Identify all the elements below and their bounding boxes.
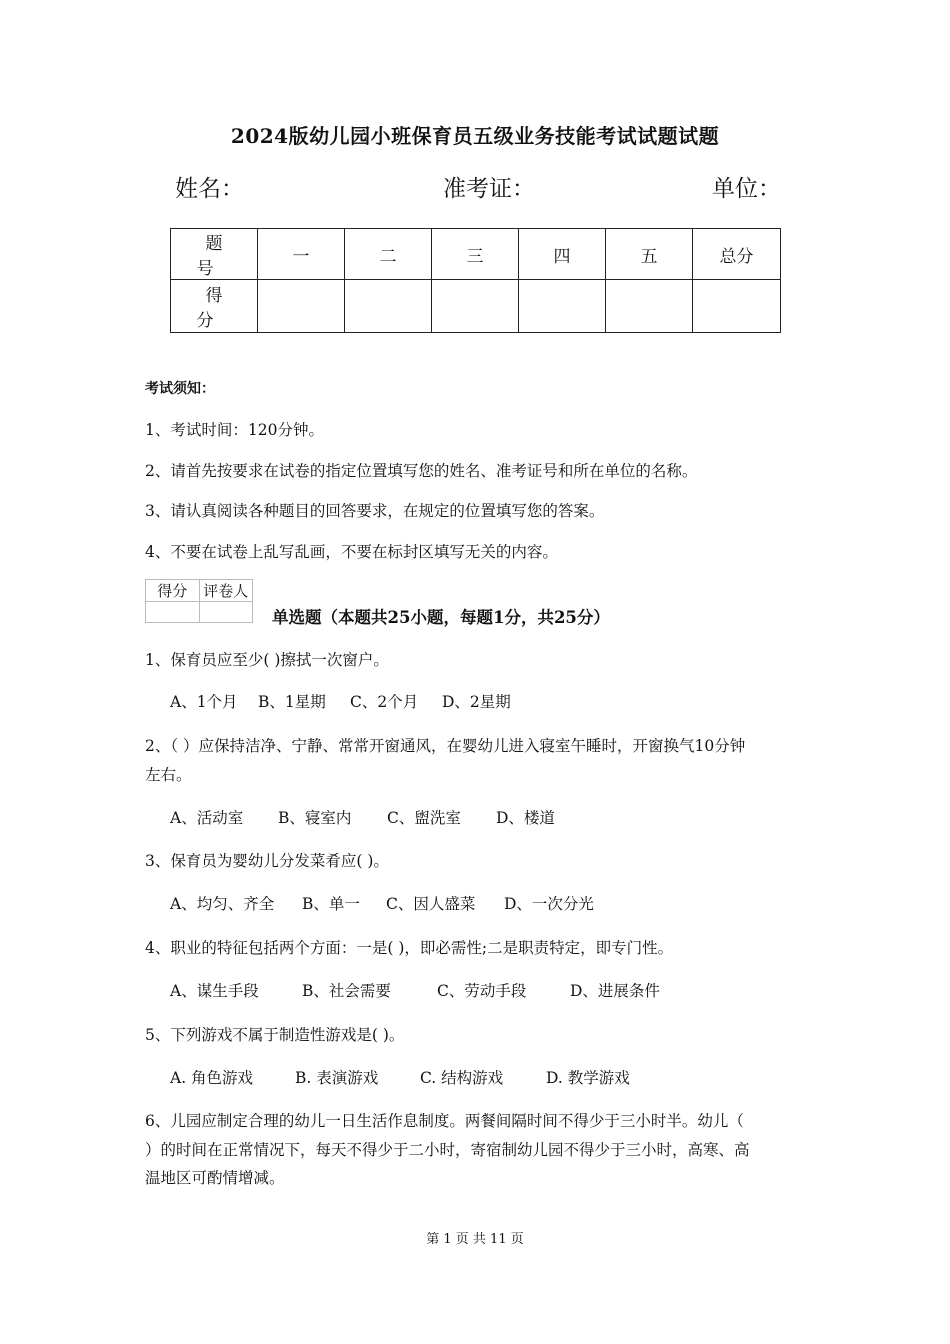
question-options [170,690,511,712]
score-table-cell: 四 [519,229,606,280]
option: D、2星期 [442,693,511,711]
grader-box [145,579,253,623]
grader-score-cell [146,602,200,623]
option: C. 结构游戏 [420,1069,504,1087]
score-table-cell: 总分 [693,229,781,280]
page-footer: 第 1 页 共 11 页 [426,1232,524,1247]
score-entry-cell [519,280,606,333]
question-text: 6、儿园应制定合理的幼儿一日生活作息制度。两餐间隔时间不得少于三小时半。幼儿（ [145,1112,744,1130]
exam-id-field-label: 准考证： [443,176,535,202]
unit-field-label: 单位： [712,176,781,202]
option: A、活动室 [170,809,244,827]
question-text: 4、职业的特征包括两个方面：一是( )，即必需性;二是职责特定，即专门性。 [145,939,674,957]
question-text: 3、保育员为婴幼儿分发菜肴应( )。 [145,852,389,870]
option: C、劳动手段 [437,982,527,1000]
score-table-cell: 二 [345,229,432,280]
grader-reviewer-cell [199,602,253,623]
notes-item: 2、请首先按要求在试卷的指定位置填写您的姓名、准考证号和所在单位的名称。 [145,462,698,480]
question-text: 左右。 [145,766,192,784]
notes-item: 4、不要在试卷上乱写乱画，不要在标封区填写无关的内容。 [145,543,558,561]
score-table-cell: 题号 [171,229,258,280]
option: A、1个月 [170,693,238,711]
grader-score-label: 得分 [146,580,200,602]
name-field-label: 姓名： [175,176,244,202]
option: A、均匀、齐全 [170,895,275,913]
question-text: 1、保育员应至少( )擦拭一次窗户。 [145,651,389,669]
section-title: 单选题（本题共25小题，每题1分，共25分） [272,608,610,627]
option: B、1星期 [258,693,326,711]
score-table-cell: 五 [606,229,693,280]
option: B、单一 [302,895,360,913]
option: A、谋生手段 [170,982,259,1000]
score-table [170,228,781,333]
exam-title: 2024版幼儿园小班保育员五级业务技能考试试题试题 [230,124,720,148]
question-text: 5、下列游戏不属于制造性游戏是( )。 [145,1026,405,1044]
score-table-score-row [171,280,781,333]
question-options [170,806,555,828]
option: D、楼道 [496,809,555,827]
option: D、进展条件 [570,982,660,1000]
option: C、2个月 [350,693,419,711]
score-entry-cell [432,280,519,333]
question-options [170,892,594,914]
score-table-cell: 一 [258,229,345,280]
grader-reviewer-label: 评卷人 [199,580,253,602]
question-text: 2、（ ）应保持洁净、宁静、常常开窗通风，在婴幼儿进入寝室午睡时，开窗换气10分钟 [145,737,746,755]
option: C、因人盛菜 [386,895,476,913]
option: C、盥洗室 [387,809,461,827]
question-options [170,979,660,1001]
option: A. 角色游戏 [170,1069,254,1087]
option: B、社会需要 [302,982,391,1000]
question-text: 温地区可酌情增减。 [145,1169,285,1187]
score-entry-cell [693,280,781,333]
notes-title: 考试须知： [145,381,215,397]
score-table-cell: 三 [432,229,519,280]
option: B. 表演游戏 [295,1069,379,1087]
option: D、一次分光 [504,895,594,913]
notes-item: 3、请认真阅读各种题目的回答要求，在规定的位置填写您的答案。 [145,502,605,520]
question-text: ）的时间在正常情况下，每天不得少于二小时，寄宿制幼儿园不得少于三小时，高寒、高 [145,1141,750,1159]
question-options [170,1066,630,1088]
score-entry-cell [606,280,693,333]
notes-item: 1、考试时间：120分钟。 [145,421,324,439]
score-table-cell: 得分 [171,280,258,333]
score-table-header-row [171,229,781,280]
score-entry-cell [345,280,432,333]
option: D. 教学游戏 [546,1069,630,1087]
score-entry-cell [258,280,345,333]
option: B、寝室内 [278,809,352,827]
